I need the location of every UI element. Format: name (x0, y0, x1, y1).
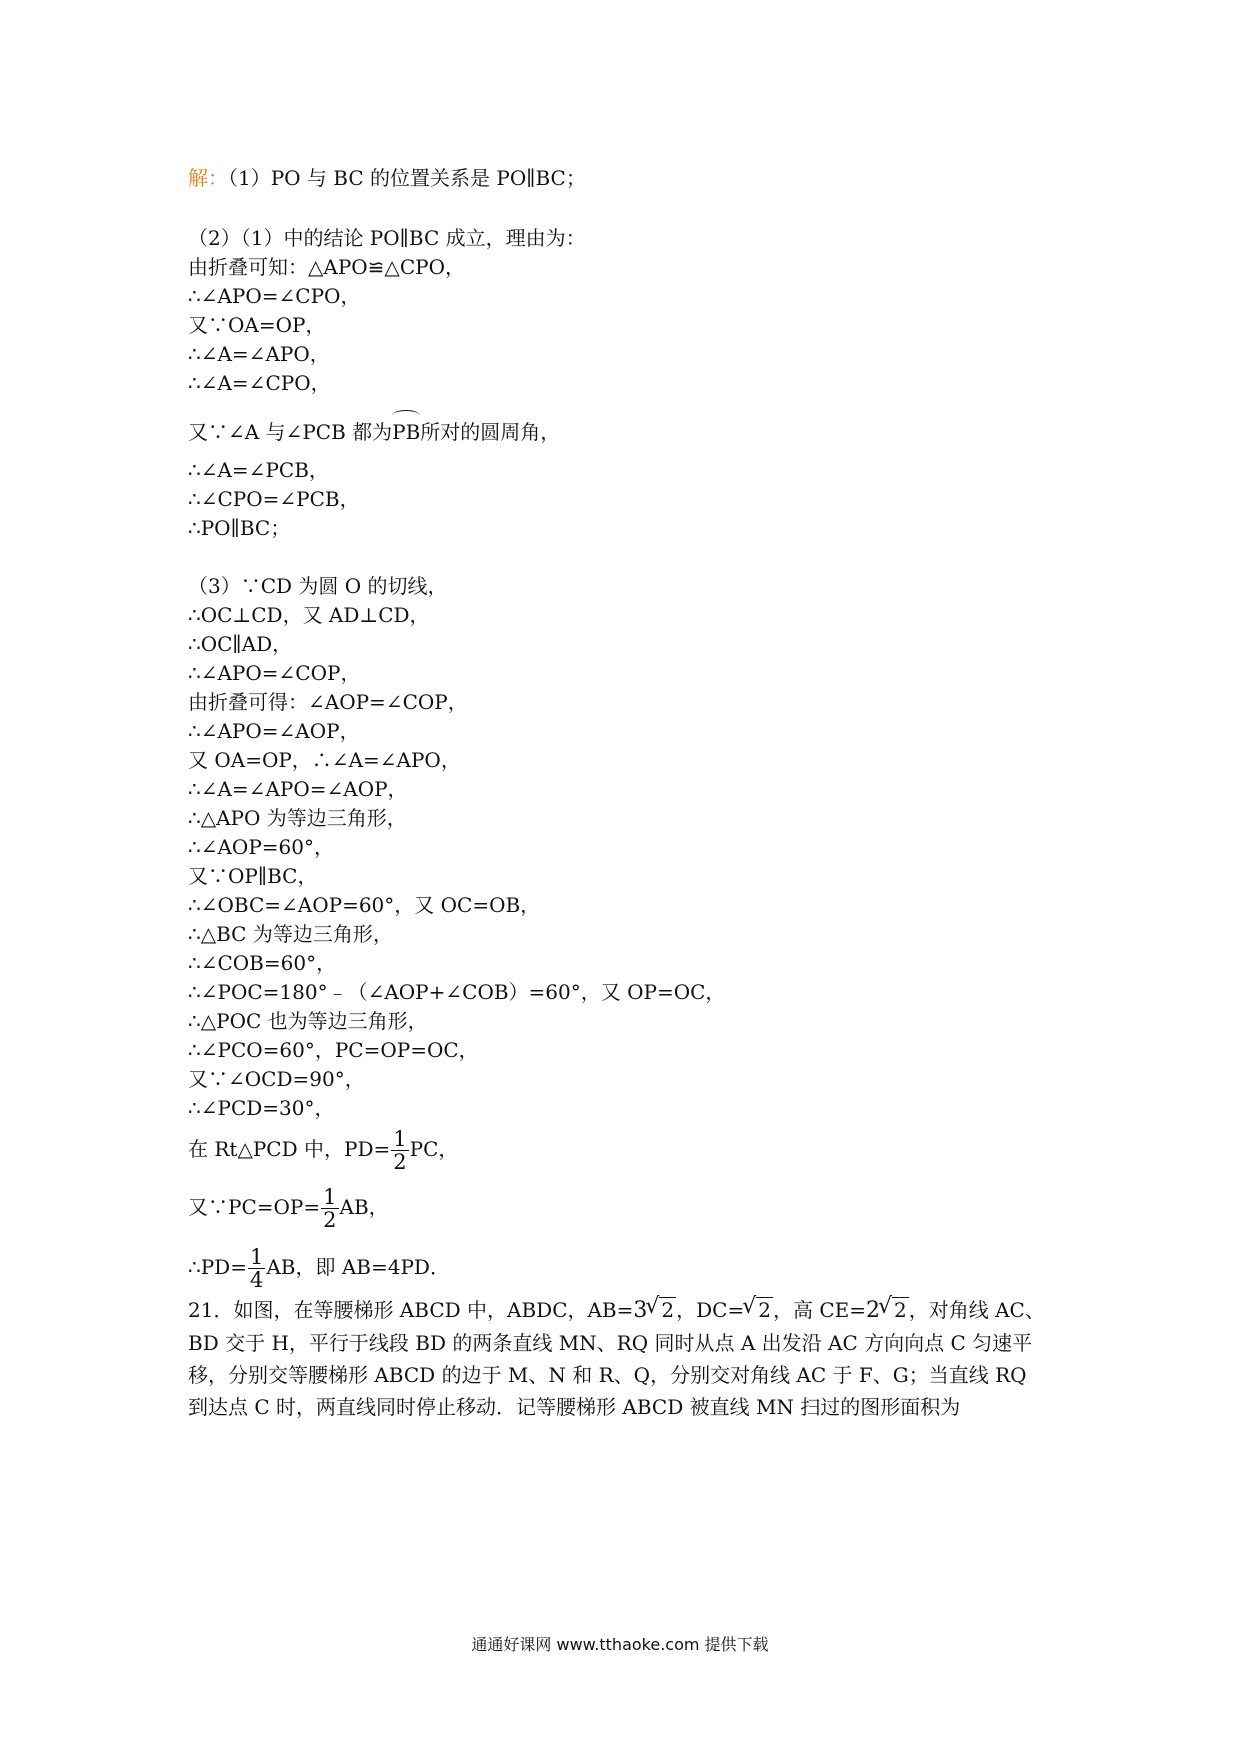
sqrt-coefficient: 2 (866, 1298, 880, 1323)
answer-text: （1）PO 与 BC 的位置关系是 PO∥BC； (228, 166, 586, 190)
sqrt (878, 1294, 909, 1326)
proof-line: ∴OC∥AD， (188, 632, 293, 656)
line-prefix: 在 Rt△PCD 中，PD= (188, 1137, 391, 1161)
proof-line: （2）（1）中的结论 PO∥BC 成立，理由为： (188, 226, 586, 250)
footer: 通通好课网 www.tthaoke.com 提供下载 (471, 1635, 769, 1654)
line-prefix: 又∵∠A 与∠PCB 都为 (188, 420, 393, 444)
proof-line: ∴∠AOP=60°， (188, 835, 334, 859)
proof-line: ∴∠APO=∠CPO， (188, 284, 361, 308)
proof-line: ∴∠A=∠APO， (188, 342, 330, 366)
problem-text: ，高 CE= (772, 1298, 866, 1322)
proof-line: ∴OC⊥CD，又 AD⊥CD， (188, 603, 430, 627)
sqrt-radicand: 2 (758, 1298, 771, 1322)
fraction-line (188, 1246, 450, 1291)
fraction-numerator: 1 (393, 1127, 407, 1151)
line-prefix: 又∵PC=OP= (188, 1195, 321, 1219)
answer-label: 解： (188, 166, 228, 190)
proof-line: ∴∠PCD=30°， (188, 1096, 335, 1120)
proof-line: （3）∵CD 为圆 O 的切线， (188, 574, 448, 598)
answer-line-1 (188, 166, 586, 190)
proof-line: ∴△BC 为等边三角形， (188, 922, 393, 946)
line-prefix: ∴PD= (188, 1255, 247, 1279)
fraction (321, 1186, 338, 1231)
fraction-denominator: 2 (323, 1208, 337, 1232)
fraction-denominator: 4 (249, 1268, 264, 1292)
problem-text: 21．如图，在等腰梯形 ABCD 中，ABDC，AB= (188, 1298, 634, 1322)
proof-line: 又∵∠OCD=90°， (188, 1067, 365, 1091)
proof-line: ∴∠APO=∠AOP， (188, 719, 360, 743)
proof-line: ∴∠OBC=∠AOP=60°，又 OC=OB， (188, 893, 541, 917)
sqrt-radicand: 2 (894, 1298, 907, 1322)
line-suffix: 所对的圆周角， (420, 420, 561, 444)
fraction (391, 1128, 408, 1173)
problem-21-text (188, 1294, 1048, 1423)
sqrt (645, 1294, 676, 1326)
proof-line: 又 OA=OP，∴∠A=∠APO， (188, 748, 461, 772)
sqrt (742, 1294, 773, 1326)
proof-line: ∴∠CPO=∠PCB， (188, 487, 360, 511)
proof-line: ∴△APO 为等边三角形， (188, 806, 407, 830)
line-suffix: AB，即 AB=4PD． (266, 1255, 450, 1279)
line-suffix: AB， (339, 1195, 389, 1219)
fraction-line (188, 1186, 389, 1231)
proof-line: ∴PO∥BC； (188, 516, 291, 540)
proof-line: ∴∠PCO=60°，PC=OP=OC， (188, 1038, 479, 1062)
line-suffix: PC， (409, 1137, 459, 1161)
proof-line: 由折叠可知：△APO≌△CPO， (188, 255, 465, 279)
fraction-numerator: 1 (323, 1185, 337, 1209)
arc-pb: PB (392, 416, 420, 444)
problem-text: ，DC= (676, 1298, 745, 1322)
proof-line: ∴∠POC=180°﹣（∠AOP+∠COB）=60°，又 OP=OC， (188, 980, 726, 1004)
proof-line: ∴∠APO=∠COP， (188, 661, 361, 685)
fraction (248, 1246, 265, 1291)
sqrt-radicand: 2 (661, 1298, 675, 1322)
problem-text: ，对角线 AC、BD 交于 H，平行于线段 BD 的两条直线 MN、RQ 同时从点 A 出发沿 AC 方向向点 C 匀速平移，分别交等腰梯形 ABCD 的边于 M、N 和 R、Q，分别交对角线 AC 于 F、G；当直线 RQ 到达点 C 时，两直线同时停止移动．记等腰梯形 ABCD 被直线 MN 扫过的图形面积为 (188, 1298, 1045, 1419)
proof-line: 又∵OA=OP， (188, 313, 326, 337)
proof-line: 由折叠可得：∠AOP=∠COP， (188, 690, 468, 714)
proof-line: ∴△POC 也为等边三角形， (188, 1009, 428, 1033)
proof-line: ∴∠COB=60°， (188, 951, 337, 975)
proof-line: ∴∠A=∠PCB， (188, 458, 329, 482)
fraction-denominator: 2 (393, 1150, 407, 1174)
fraction-numerator: 1 (249, 1245, 264, 1269)
proof-line: ∴∠A=∠APO=∠AOP， (188, 777, 408, 801)
proof-line: ∴∠A=∠CPO， (188, 371, 331, 395)
proof-line-arc (188, 416, 560, 444)
fraction-line (188, 1128, 458, 1173)
sqrt-coefficient: 3 (633, 1298, 648, 1323)
proof-line: 又∵OP∥BC， (188, 864, 318, 888)
